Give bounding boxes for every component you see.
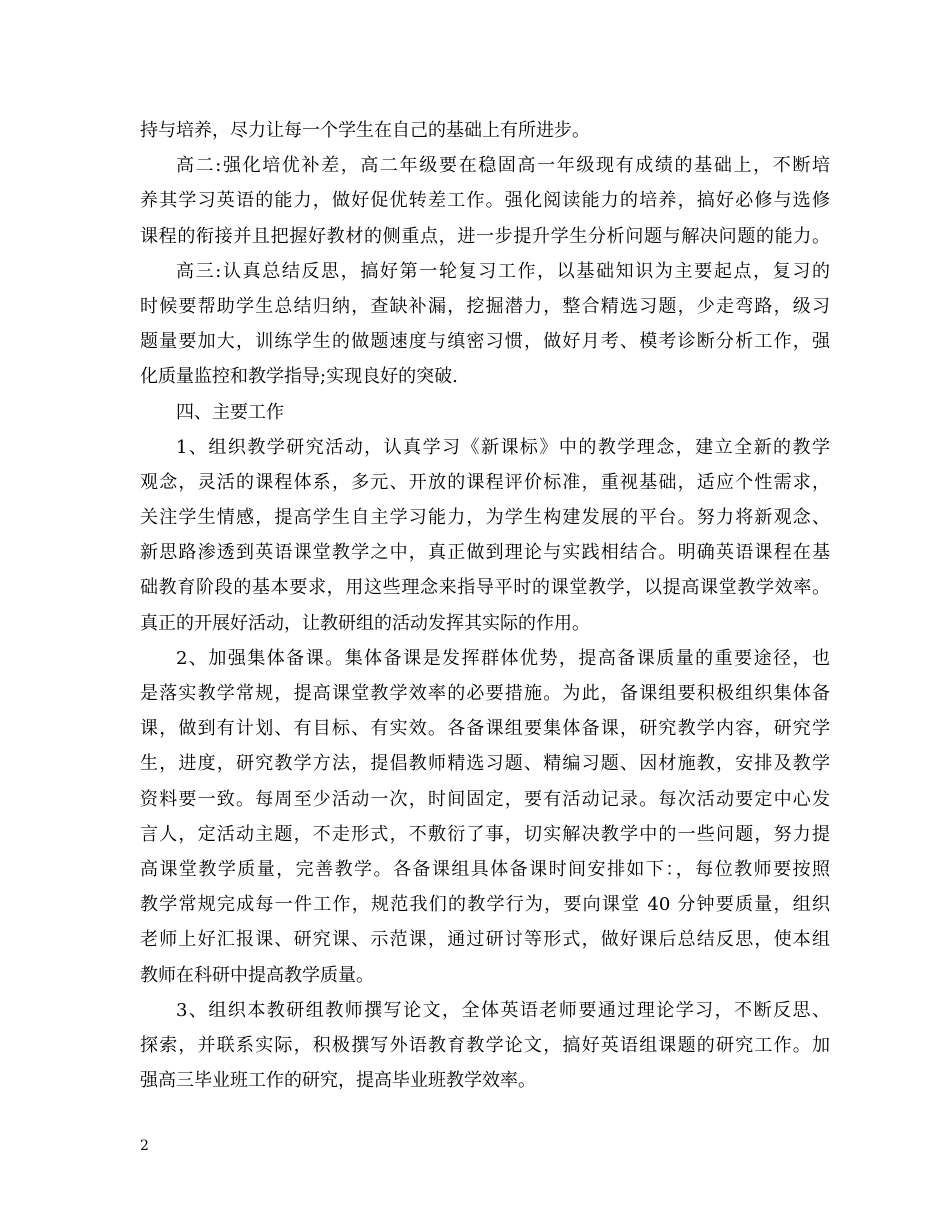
- text-line: 是落实教学常规，提高课堂教学效率的必要措施。为此，备课组要积极组织集体备: [140, 683, 830, 704]
- text-line: 高课堂教学质量，完善教学。各备课组具体备课时间安排如下：，每位教师要按照: [140, 858, 830, 880]
- text-line: 新思路渗透到英语课堂教学之中，真正做到理论与实践相结合。明确英语课程在基: [140, 542, 830, 564]
- text-line: 观念，灵活的课程体系，多元、开放的课程评价标准，重视基础，适应个性需求，: [140, 471, 830, 493]
- text-line: 言人，定活动主题，不走形式，不敷衍了事，切实解决教学中的一些问题，努力提: [140, 823, 830, 845]
- text-line: 础教育阶段的基本要求，用这些理念来指导平时的课堂教学，以提高课堂教学效率。: [140, 577, 830, 599]
- text-line: 高二:强化培优补差，高二年级要在稳固高一年级现有成绩的基础上，不断培: [176, 155, 830, 177]
- section-heading: 四、主要工作: [176, 401, 284, 423]
- text-line: 课，做到有计划、有目标、有实效。各备课组要集体备课，研究教学内容，研究学: [140, 718, 830, 740]
- text-line: 3、组织本教研组教师撰写论文，全体英语老师要通过理论学习，不断反思、: [176, 999, 830, 1021]
- text-line: 题量要加大，训练学生的做题速度与缜密习惯，做好月考、模考诊断分析工作，强: [140, 331, 830, 353]
- text-line: 资料要一致。每周至少活动一次，时间固定，要有活动记录。每次活动要定中心发: [140, 788, 830, 810]
- text-line: 强高三毕业班工作的研究，提高毕业班教学效率。: [140, 1070, 536, 1092]
- text-line: 时候要帮助学生总结归纳，查缺补漏，挖掘潜力，整合精选习题，少走弯路，级习: [140, 295, 830, 317]
- text-line: 教师在科研中提高教学质量。: [140, 964, 374, 986]
- body-text: [140, 113, 830, 1098]
- text-line: 1、组织教学研究活动，认真学习《新课标》中的教学理念，建立全新的教学: [176, 436, 830, 458]
- text-line: 老师上好汇报课、研究课、示范课，通过研讨等形式，做好课后总结反思，使本组: [140, 929, 830, 951]
- text-line: 2、加强集体备课。集体备课是发挥群体优势，提高备课质量的重要途径，也: [176, 647, 830, 669]
- text-line: 关注学生情感，提高学生自主学习能力，为学生构建发展的平台。努力将新观念、: [140, 507, 830, 529]
- page-number: 2: [140, 1138, 149, 1154]
- text-line: 课程的衔接并且把握好教材的侧重点，进一步提升学生分析问题与解决问题的能力。: [140, 225, 830, 247]
- text-line: 养其学习英语的能力，做好促优转差工作。强化阅读能力的培养，搞好必修与选修: [140, 190, 830, 212]
- text-line: 教学常规完成每一件工作，规范我们的教学行为，要向课堂 40 分钟要质量，组织: [140, 894, 830, 916]
- text-line: 高三:认真总结反思，搞好第一轮复习工作，以基础知识为主要起点，复习的: [176, 260, 830, 282]
- text-line: 化质量监控和教学指导;实现良好的突破.: [140, 366, 458, 388]
- text-line: 探索，并联系实际，积极撰写外语教育教学论文，搞好英语组课题的研究工作。加: [140, 1034, 830, 1056]
- text-line: 生，进度，研究教学方法，提倡教师精选习题、精编习题、因材施教，安排及教学: [140, 753, 830, 775]
- text-line: 真正的开展好活动，让教研组的活动发挥其实际的作用。: [140, 612, 590, 634]
- text-line: 持与培养，尽力让每一个学生在自己的基础上有所进步。: [140, 120, 590, 141]
